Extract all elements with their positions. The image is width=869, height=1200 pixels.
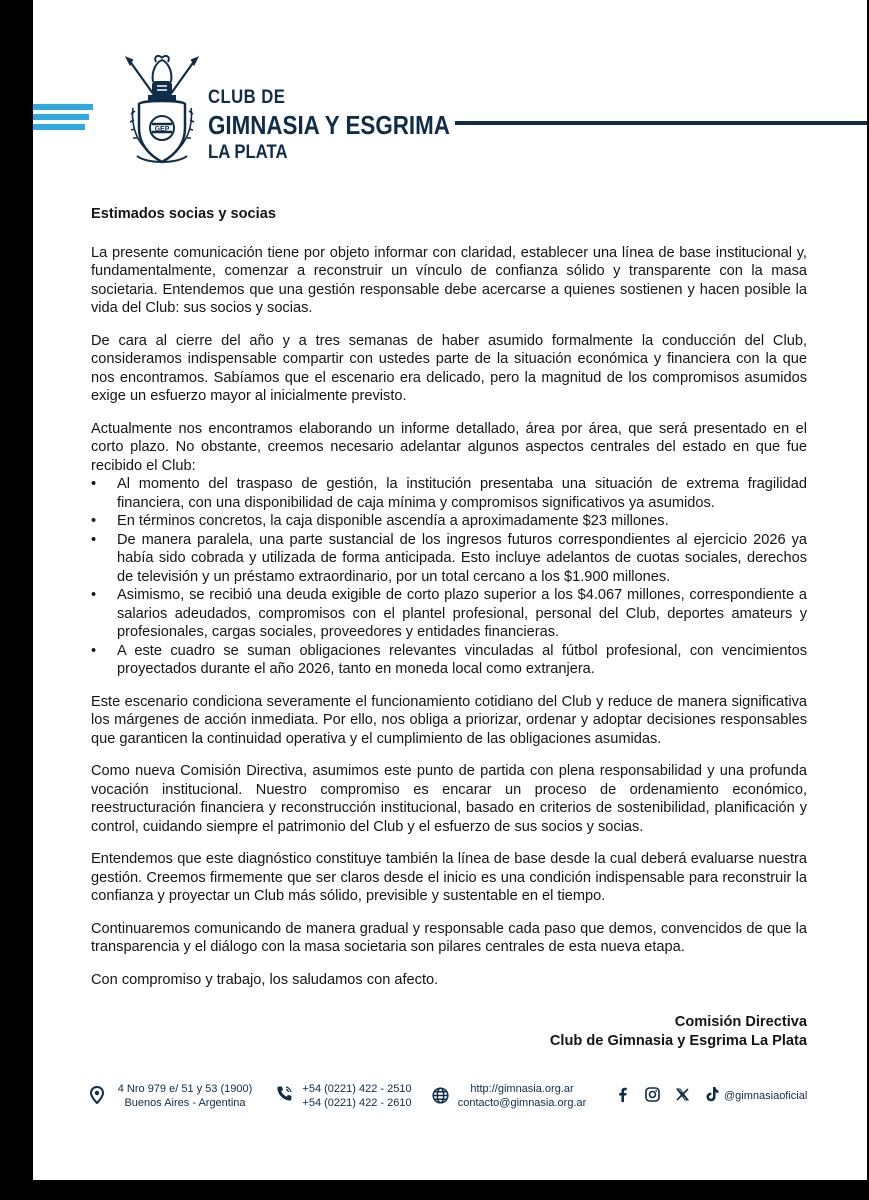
svg-text:GEP: GEP bbox=[154, 126, 170, 133]
bullet-item: • De manera paralela, una parte sustancial de los ingresos futuros correspondientes al ejercicio 2026 ya había sido cobrada y utilizada de forma anticipada. Esto incluye adelantos de cuotas sociales, derechos de televisión y un préstamo extraordinario, por un total cercano a los $1.900 millones. bbox=[91, 531, 807, 587]
letter-page bbox=[33, 0, 867, 1180]
paragraph: Este escenario condiciona severamente el funcionamiento cotidiano del Club y reduce de manera significativa los márgenes de acción inmediata. Por ello, nos obliga a priorizar, ordenar y adoptar decisiones responsables que garanticen la continuidad operativa y el cumplimiento de las obligaciones asumidas. bbox=[91, 693, 807, 747]
email-link[interactable]: contacto@gimnasia.org.ar bbox=[457, 1097, 587, 1109]
social-handle[interactable]: @gimnasiaoficial bbox=[724, 1090, 808, 1102]
header-stripe-3 bbox=[33, 124, 85, 130]
signature-line-1: Comisión Directiva bbox=[674, 1014, 807, 1030]
footer bbox=[33, 1080, 867, 1120]
paragraph: Continuaremos comunicando de manera gradual y responsable cada paso que demos, convencidos de que la transparencia y el diálogo con la masa societaria son pilares centrales de esta nueva etapa. bbox=[91, 920, 807, 955]
letter-body bbox=[91, 205, 807, 1050]
bullet-list bbox=[91, 475, 807, 679]
signature bbox=[91, 1013, 807, 1050]
website-link[interactable]: http://gimnasia.org.ar bbox=[470, 1083, 574, 1095]
paragraph: Entendemos que este diagnóstico constituye también la línea de base desde la cual deberá evaluarse nuestra gestión. Creemos firmemente que ser claros desde el inicio es una condición indispensable para reconstruir la confianza y proyectar un Club más sólido, previsible y sustentable en el tiempo. bbox=[91, 851, 807, 904]
globe-icon bbox=[432, 1087, 449, 1104]
address-line-2: Buenos Aires - Argentina bbox=[124, 1097, 246, 1109]
bullet-item: • A este cuadro se suman obligaciones relevantes vinculadas al fútbol profesional, con vencimientos proyectados durante el año 2026, tanto en moneda local como extranjera. bbox=[91, 642, 807, 679]
phone-icon bbox=[276, 1085, 293, 1102]
instagram-icon[interactable] bbox=[645, 1087, 660, 1102]
paragraph: De cara al cierre del año y a tres semanas de haber asumido formalmente la conducción del Club, consideramos indispensable compartir con ustedes parte de la situación económica y financiera con la que nos encontramos. Sabíamos que el escenario era delicado, pero la magnitud de los compromisos asumidos exige un esfuerzo mayor al inicialmente previsto. bbox=[91, 332, 807, 404]
bullet-item: • Al momento del traspaso de gestión, la institución presentaba una situación de extrema fragilidad financiera, con una disponibilidad de caja mínima y compromisos significativos ya asumidos. bbox=[91, 475, 807, 512]
x-icon[interactable] bbox=[676, 1088, 689, 1101]
phone-1[interactable]: +54 (0221) 422 - 2510 bbox=[302, 1083, 412, 1095]
header-stripe-1 bbox=[33, 104, 93, 110]
header-rule bbox=[455, 121, 867, 125]
phones bbox=[297, 1082, 417, 1110]
greeting: Estimados socias y socias bbox=[91, 206, 276, 222]
header-stripe-2 bbox=[33, 114, 89, 120]
club-name-line-1: CLUB DE bbox=[208, 87, 286, 108]
club-name-line-3: LA PLATA bbox=[208, 142, 288, 163]
address bbox=[113, 1082, 257, 1110]
paragraph: Con compromiso y trabajo, los saludamos con afecto. bbox=[91, 971, 439, 988]
tiktok-icon[interactable] bbox=[705, 1086, 719, 1102]
paragraph: Como nueva Comisión Directiva, asumimos este punto de partida con plena responsabilidad y una profunda vocación institucional. Nuestro compromiso es encarar un proceso de ordenamiento económico, reestructuración financiera y reconstrucción institucional, basado en criterios de sostenibilidad, planificación y control, cuidando siempre el patrimonio del Club y el esfuerzo de sus socios y socias. bbox=[91, 763, 807, 835]
club-name-line-2: GIMNASIA Y ESGRIMA bbox=[208, 110, 450, 140]
club-crest-icon bbox=[123, 52, 201, 170]
club-name bbox=[208, 88, 489, 162]
address-line-1: 4 Nro 979 e/ 51 y 53 (1900) bbox=[117, 1083, 253, 1095]
signature-line-2: Club de Gimnasia y Esgrima La Plata bbox=[549, 1032, 807, 1049]
location-pin-icon bbox=[90, 1086, 104, 1104]
web-contact bbox=[451, 1082, 593, 1110]
facebook-icon[interactable] bbox=[618, 1087, 627, 1102]
paragraph: La presente comunicación tiene por objeto informar con claridad, establecer una línea de base institucional y, fundamentalmente, comenzar a reconstruir un vínculo de confianza sólido y transparente con la masa societaria. Entendemos que una gestión responsable debe acercarse a quienes sostienen y hacen posible la vida del Club: sus socios y socias. bbox=[91, 244, 807, 316]
bullet-item: • En términos concretos, la caja disponible ascendía a aproximadamente $23 millones. bbox=[91, 512, 807, 531]
paragraph: Actualmente nos encontramos elaborando un informe detallado, área por área, que será presentado en el corto plazo. No obstante, creemos necesario adelantar algunos aspectos centrales del estado en que fue recibido el Club: bbox=[91, 420, 807, 474]
bullet-item: • Asimismo, se recibió una deuda exigible de corto plazo superior a los $4.067 millones, correspondiente a salarios adeudados, compromisos con el plantel profesional, personal del Club, deportes amateurs y profesionales, cargas sociales, proveedores y entidades financieras. bbox=[91, 586, 807, 642]
phone-2[interactable]: +54 (0221) 422 - 2610 bbox=[302, 1097, 412, 1109]
